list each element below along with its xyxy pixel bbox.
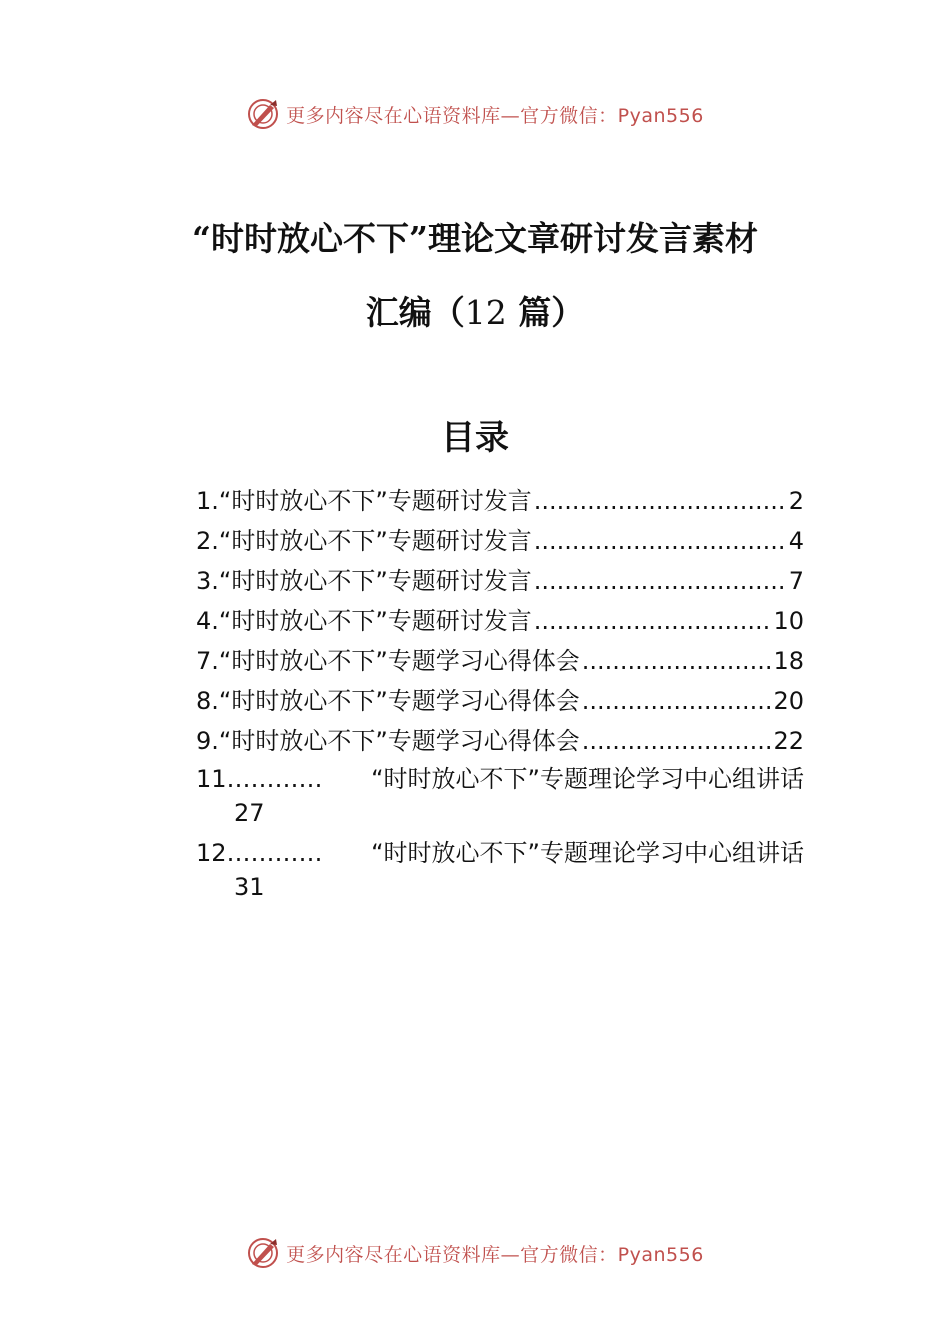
toc-entry[interactable]: [196, 558, 804, 598]
toc-leader-dots: [582, 644, 772, 678]
watermark-text: 更多内容尽在心语资料库—官方微信：Pyan556: [286, 1243, 704, 1266]
toc-entry-label: “时时放心不下”专题理论学习中心组讲话: [371, 765, 804, 793]
header-watermark: [0, 94, 950, 134]
document-title-line1: “时时放心不下”理论文章研讨发言素材: [192, 219, 758, 258]
toc-entry[interactable]: [196, 518, 804, 558]
toc-entry-page: 18: [773, 647, 804, 675]
toc-heading: 目录: [441, 418, 509, 458]
toc-entry-page: 7: [788, 567, 804, 595]
pen-logo-icon: [246, 1236, 280, 1270]
table-of-contents: [196, 478, 804, 910]
toc-entry-label: 4.“时时放心不下”专题研讨发言: [196, 607, 532, 635]
toc-entry[interactable]: [196, 678, 804, 718]
document-title-line2: 汇编（12 篇）: [365, 293, 585, 332]
toc-entry-page: 10: [773, 607, 804, 635]
toc-leader-dots: [582, 724, 772, 758]
toc-entry-label: 9.“时时放心不下”专题学习心得体会: [196, 727, 580, 755]
toc-leader-dots: [534, 564, 787, 598]
pen-logo-icon: [246, 97, 280, 131]
toc-entry-page: 20: [773, 687, 804, 715]
footer-watermark: [0, 1233, 950, 1273]
toc-entry-page: 2: [788, 487, 804, 515]
toc-leader-dots: [534, 604, 772, 638]
toc-entry-page: 22: [773, 727, 804, 755]
toc-entry-label: 2.“时时放心不下”专题研讨发言: [196, 527, 532, 555]
toc-entry-label: 8.“时时放心不下”专题学习心得体会: [196, 687, 580, 715]
toc-leader-dots: [582, 684, 772, 718]
toc-entry-number: 12…………: [196, 839, 323, 867]
toc-entry-page: 27: [234, 799, 265, 827]
toc-entry[interactable]: [196, 598, 804, 638]
toc-entry-label: “时时放心不下”专题理论学习中心组讲话: [371, 839, 804, 867]
toc-entry[interactable]: [196, 478, 804, 518]
toc-entry-page: 4: [788, 527, 804, 555]
watermark-text: 更多内容尽在心语资料库—官方微信：Pyan556: [286, 104, 704, 127]
toc-entry-wrapped[interactable]: [196, 836, 804, 904]
toc-entry-label: 7.“时时放心不下”专题学习心得体会: [196, 647, 580, 675]
toc-entry-page: 31: [234, 873, 265, 901]
toc-entry-label: 1.“时时放心不下”专题研讨发言: [196, 487, 532, 515]
toc-entry-number: 11…………: [196, 765, 323, 793]
toc-entry[interactable]: [196, 718, 804, 758]
toc-leader-dots: [534, 484, 787, 518]
toc-entry-label: 3.“时时放心不下”专题研讨发言: [196, 567, 532, 595]
toc-leader-dots: [534, 524, 787, 558]
toc-entry[interactable]: [196, 638, 804, 678]
toc-entry-wrapped[interactable]: [196, 762, 804, 830]
